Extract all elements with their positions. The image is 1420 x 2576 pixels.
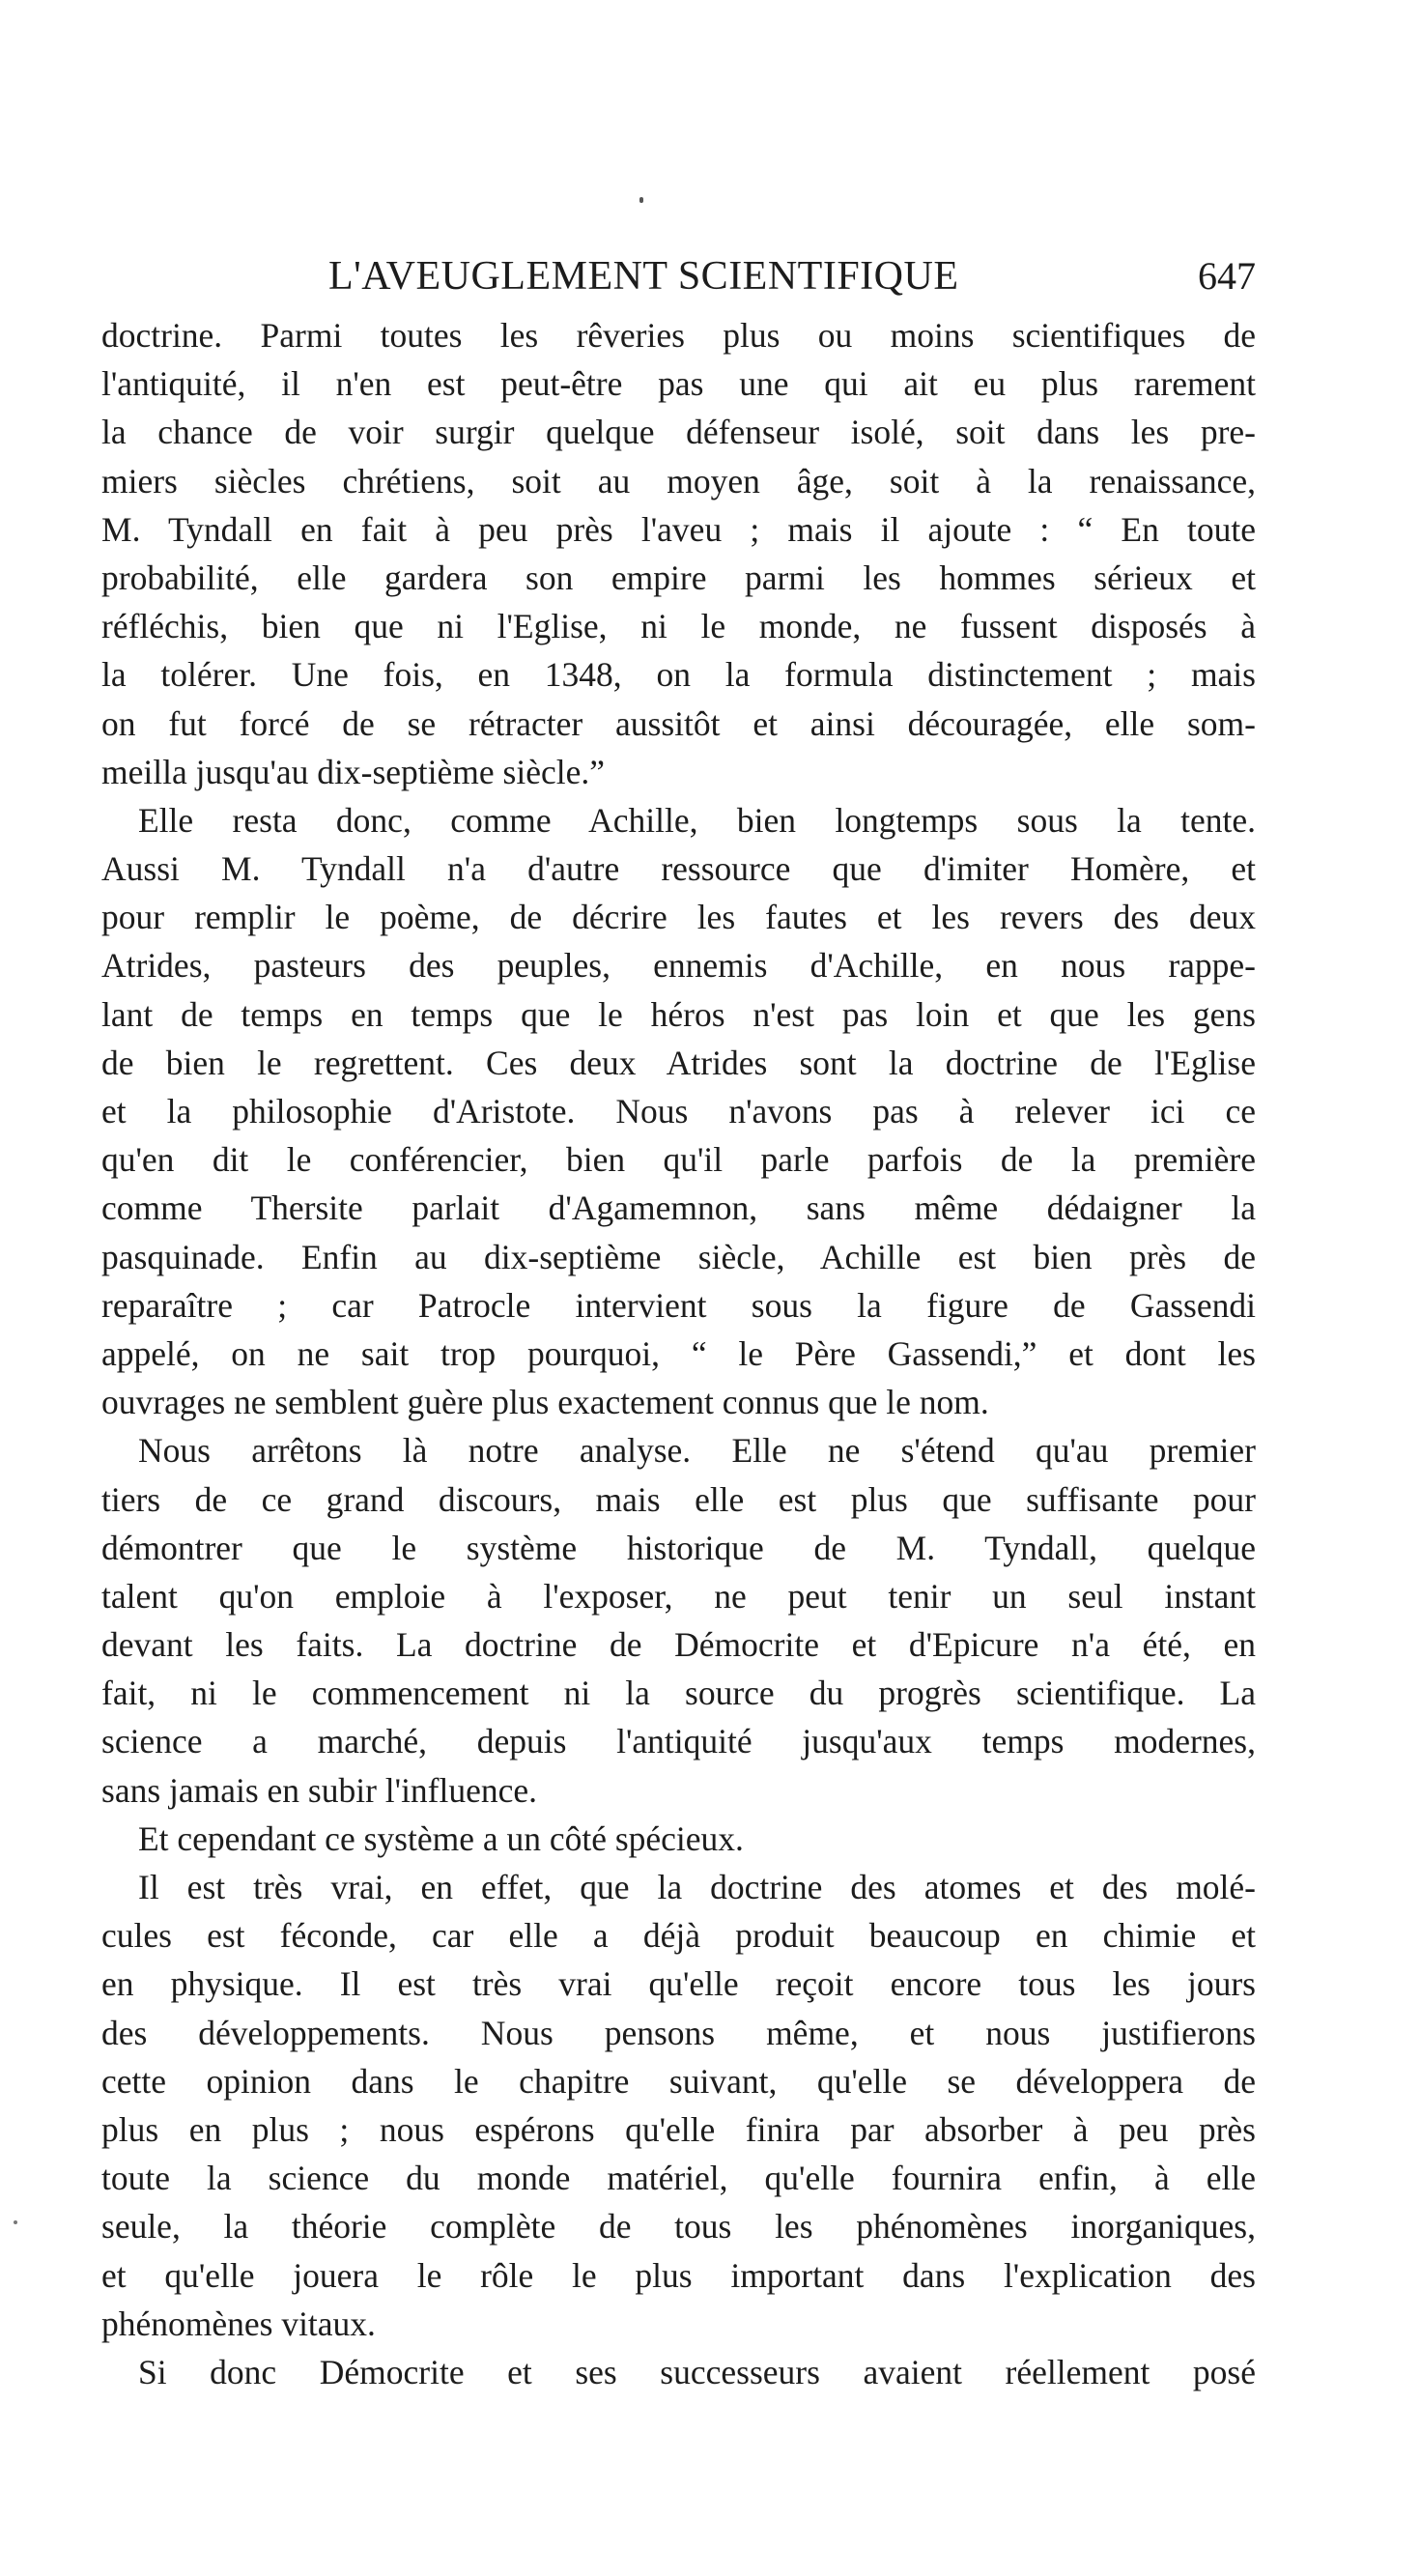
page-number: 647 [1198,254,1256,298]
text-line: la chance de voir surgir quelque défenseur isolé, soit dans les pre- [101,413,1256,452]
text-line: la tolérer. Une fois, en 1348, on la formula distinctement ; mais [101,655,1256,695]
text-line: pasquinade. Enfin au dix-septième siècle, Achille est bien près de [101,1237,1256,1276]
text-line: ouvrages ne semblent guère plus exactement connus que le nom. [101,1383,989,1422]
text-line: sans jamais en subir l'influence. [101,1770,538,1810]
text-line: Si donc Démocrite et ses successeurs avaient réellement posé [138,2352,1256,2391]
text-line: Il est très vrai, en effet, que la doctrine des atomes et des molé- [138,1868,1256,1906]
text-line: reparaître ; car Patrocle intervient sous la figure de Gassendi [101,1285,1256,1325]
text-line: Aussi M. Tyndall n'a d'autre ressource que d'imiter Homère, et [101,849,1256,889]
text-line: Nous arrêtons là notre analyse. Elle ne s'étend qu'au premier [138,1431,1256,1471]
text-line: M. Tyndall en fait à peu près l'aveu ; mais il ajoute : “ En toute [101,509,1256,549]
text-line: devant les faits. La doctrine de Démocrite et d'Epicure n'a été, en [101,1625,1256,1665]
text-line: fait, ni le commencement ni la source du progrès scientifique. La [101,1674,1256,1713]
text-line: science a marché, depuis l'antiquité jusqu'aux temps modernes, [101,1722,1256,1761]
text-line: seule, la théorie complète de tous les phénomènes inorganiques, [101,2207,1256,2247]
text-line: Elle resta donc, comme Achille, bien longtemps sous la tente. [138,800,1256,840]
text-line: probabilité, elle gardera son empire parmi les hommes sérieux et [101,558,1256,597]
text-line: pour remplir le poème, de décrire les fautes et les revers des deux [101,898,1256,937]
text-line: Et cependant ce système a un côté spécieux. [138,1818,744,1858]
text-line: talent qu'on emploie à l'exposer, ne peut tenir un seul instant [101,1576,1256,1616]
text-line: plus en plus ; nous espérons qu'elle finira par absorber à peu près [101,2109,1256,2149]
text-line: et la philosophie d'Aristote. Nous n'avons pas à relever ici ce [101,1092,1256,1131]
ink-speck [639,197,643,203]
text-line: comme Thersite parlait d'Agamemnon, sans même dédaigner la [101,1188,1256,1228]
body-text [101,311,1256,2396]
text-line: phénomènes vitaux. [101,2304,376,2343]
text-line: meilla jusqu'au dix-septième siècle.” [101,752,605,791]
text-line: tiers de ce grand discours, mais elle est plus que suffisante pour [101,1479,1256,1519]
text-line: appelé, on ne sait trop pourquoi, “ le Père Gassendi,” et dont les [101,1333,1256,1373]
text-line: cette opinion dans le chapitre suivant, qu'elle se développera de [101,2061,1256,2101]
text-line: des développements. Nous pensons même, et nous justifierons [101,2013,1256,2052]
text-line: on fut forcé de se rétracter aussitôt et ainsi découragée, elle som- [101,703,1256,743]
text-line: démontrer que le système historique de M. Tyndall, quelque [101,1528,1256,1567]
text-line: réfléchis, bien que ni l'Eglise, ni le monde, ne fussent disposés à [101,607,1256,646]
running-title: L'AVEUGLEMENT SCIENTIFIQUE [328,254,959,299]
text-line: en physique. Il est très vrai qu'elle reçoit encore tous les jours [101,1964,1256,2004]
text-line: lant de temps en temps que le héros n'est pas loin et que les gens [101,994,1256,1034]
text-line: qu'en dit le conférencier, bien qu'il parle parfois de la première [101,1140,1256,1180]
text-line: de bien le regrettent. Ces deux Atrides sont la doctrine de l'Eglise [101,1043,1256,1082]
text-line: l'antiquité, il n'en est peut-être pas une qui ait eu plus rarement [101,364,1256,404]
text-line: cules est féconde, car elle a déjà produit beaucoup en chimie et [101,1916,1256,1956]
text-line: miers siècles chrétiens, soit au moyen âge, soit à la renaissance, [101,461,1256,501]
page-header [328,253,1256,301]
margin-speck [14,2220,17,2224]
text-line: toute la science du monde matériel, qu'elle fournira enfin, à elle [101,2159,1256,2198]
text-line: et qu'elle jouera le rôle le plus important dans l'explication des [101,2255,1256,2295]
text-line: Atrides, pasteurs des peuples, ennemis d'Achille, en nous rappe- [101,946,1256,986]
text-line: doctrine. Parmi toutes les rêveries plus ou moins scientifiques de [101,316,1256,355]
